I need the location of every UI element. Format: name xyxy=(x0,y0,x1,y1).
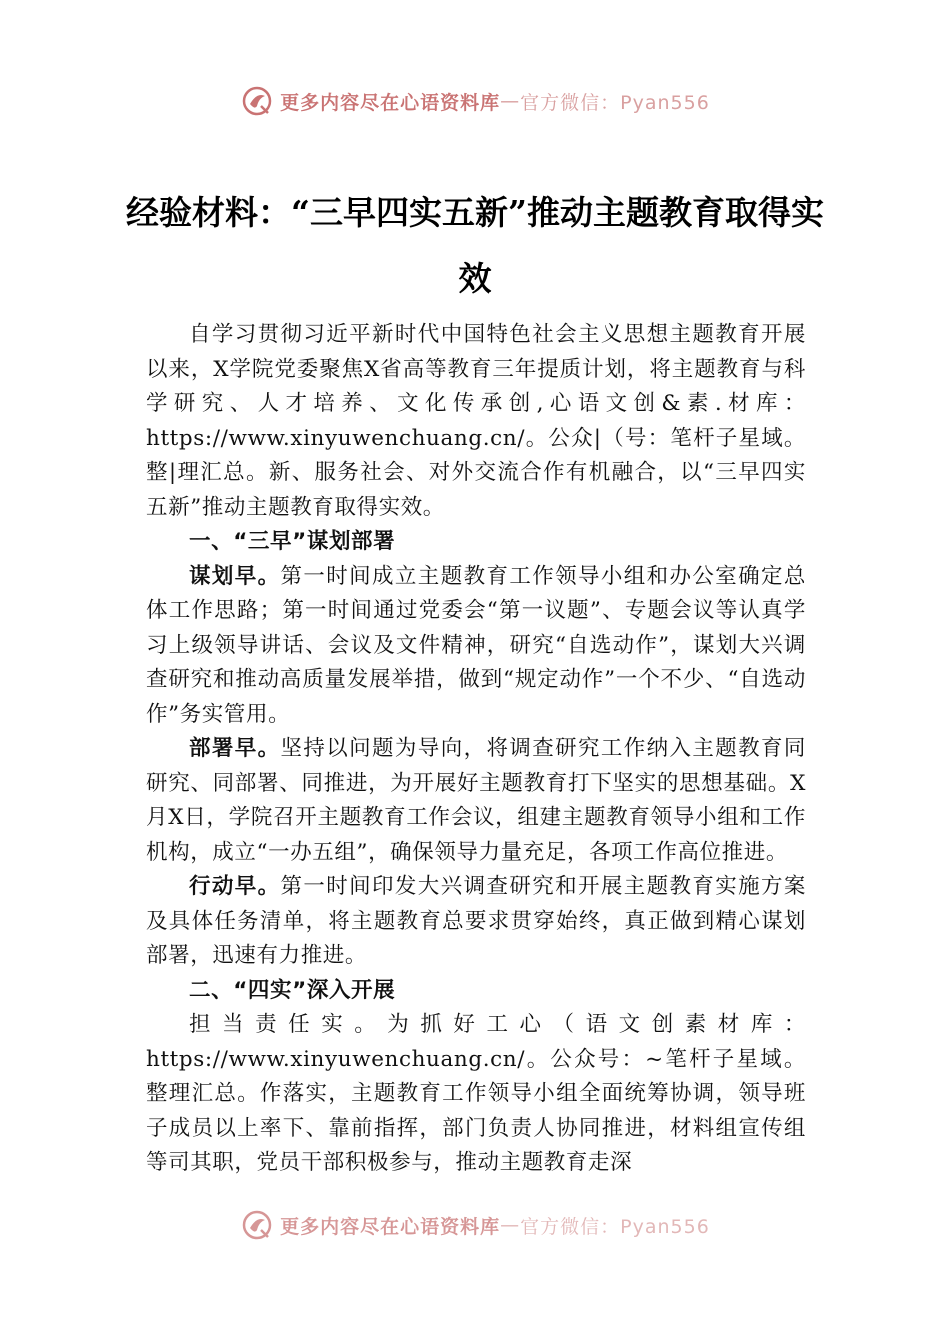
paragraph-lead: 部署早。 xyxy=(189,736,281,761)
paragraph-text: 第一时间印发大兴调查研究和开展主题教育实施方案及具体任务清单，将主题教育总要求贯穿始终，真正做到精心谋划部署，迅速有力推进。 xyxy=(146,874,806,968)
intro-paragraph: 自学习贯彻习近平新时代中国特色社会主义思想主题教育开展以来，X学院党委聚焦X省高等教育三年提质计划，将主题教育与科学研究、人才培养、文化传承创,心语文创&素.材库：https://www.xinyuwenchuang.cn/。公众|（号：笔杆子星域。整|理汇总。新、服务社会、对外交流合作有机融合，以“三早四实五新”推动主题教育取得实效。 xyxy=(146,322,806,520)
paragraph-responsibility: 担当责任实。为抓好工心（语文创素材库：https://www.xinyuwenchuang.cn/。公众号：~笔杆子星域。整理汇总。作落实，主题教育工作领导小组全面统筹协调，领导班子成员以上率下、靠前指挥，部门负责人协同推进，材料组宣传组等司其职，党员干部积极参与，推动主题教育走深 xyxy=(146,1012,806,1175)
document-title: 经验材料：“三早四实五新”推动主题教育取得实效 xyxy=(126,193,824,298)
paragraph-text: 第一时间成立主题教育工作领导小组和办公室确定总体工作思路；第一时间通过党委会“第一议题”、专题会议等认真学习上级领导讲话、会议及文件精神，研究“自选动作”，谋划大兴调查研究和推动高质量发展举措，做到“规定动作”一个不少、“自选动作”务实管用。 xyxy=(146,563,806,727)
header-watermark xyxy=(0,84,950,118)
paragraph-planning xyxy=(146,560,806,733)
paragraph-lead: 行动早。 xyxy=(189,874,281,899)
watermark-separator: — xyxy=(500,90,521,112)
paragraph-lead: 谋划早。 xyxy=(189,563,281,589)
document-body xyxy=(146,318,806,1181)
brand-logo-icon xyxy=(240,84,274,118)
watermark-wechat: 官方微信：Pyan556 xyxy=(520,91,710,114)
footer-watermark xyxy=(0,1208,950,1242)
watermark-separator: — xyxy=(500,1214,521,1236)
section-heading-1: 一、“三早”谋划部署 xyxy=(189,529,396,554)
paragraph-action xyxy=(146,870,806,974)
brand-logo-icon xyxy=(240,1208,274,1242)
paragraph-text: 坚持以问题为导向，将调查研究工作纳入主题教育同研究、同部署、同推进，为开展好主题教育打下坚实的思想基础。X月X日，学院召开主题教育工作会议，组建主题教育领导小组和工作机构，成立“一办五组”，确保领导力量充足，各项工作高位推进。 xyxy=(146,736,806,865)
watermark-name: 更多内容尽在心语资料库 xyxy=(280,91,501,114)
paragraph-deployment xyxy=(146,732,806,870)
watermark-name: 更多内容尽在心语资料库 xyxy=(280,1215,501,1238)
watermark-wechat: 官方微信：Pyan556 xyxy=(520,1215,710,1238)
section-heading-2: 二、“四实”深入开展 xyxy=(189,977,396,1003)
